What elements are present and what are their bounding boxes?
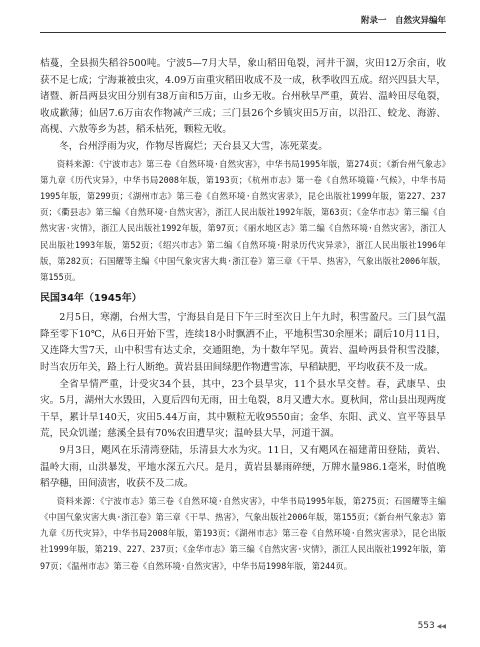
paragraph-typhoon: 9月3日，飓风在乐清湾登陆，乐清县大水为灾。11日，又有飓风在福建莆田登陆，黄岩、温岭大雨，山洪暴发，平地水深五六尺。是月，黄岩县暴雨碎绠，万牌水量986.1毫米，时值晚稻孕穗，田间渍害，收获不及二成。 xyxy=(40,444,446,490)
paragraph-feb-cold: 2月5日，寒潮，台州大雪，宁海县自是日下午三时至次日上午九时，积雪盈尺。三门县气温降至零下10℃，从6日开始下雪，连续18小时飘洒不止，平地积雪30余厘米；副后10月11日，又连降大雪7天，山中积雪有达丈余，交通阻绝，为十数年罕见。黄岩、温岭两县骨积雪没膝，时当农历年关，路上行人断绝。黄岩县田间绿肥作物遭雪冻，早稻缺肥，平均收获不及一成。 xyxy=(40,312,446,373)
page-number-value: 553 xyxy=(417,621,435,631)
sources-1945: 资料来源：《宁波市志》第三卷《自然环境·自然灾害》，中华书局1995年版，第275页；石国耀等主编《中国气象灾害大典·浙江卷》第三章《干旱、热害》，气象出版社2006年版，第155页；《新台州气象志》第九章《历代灾异》，中华书局2008年版，第193页；《湖州市志》第三卷《自然环境·自然灾害录》，昆仑出版社1999年版，第219、227、237页；《金华市志》第三编《自然灾害·灾情》，浙江人民出版社1992年版，第97页；《温州市志》第三卷《自然环境·自然灾害》，中华书局1998年版，第244页。 xyxy=(40,495,446,571)
page-number xyxy=(418,621,446,631)
sources-1944: 资料来源：《宁波市志》第三卷《自然环境·自然灾害》，中华书局1995年版，第274页；《新台州气象志》第九章《历代灾异》，中华书局2008年版，第193页；《杭州市志》第一卷《自然环境篇·气候》，中华书局1995年版，第299页；《湖州市志》第三卷《自然环境·自然灾害录》，昆仑出版社1999年版，第227、237页；《衢县志》第三编《自然环境·自然灾害》，浙江人民出版社1992年版，第63页；《金华市志》第三编《自然灾害·灾情》，浙江人民出版社1992年版，第97页；《丽水地区志》第二编《自然环境·自然灾害》，浙江人民出版社1993年版，第52页；《绍兴市志》第二编《自然环境·附录历代灾异录》，浙江人民出版社1996年版，第282页；石国耀等主编《中国气象灾害大典·浙江卷》第三章《干旱、热害》，气象出版社2006年版，第155页。 xyxy=(40,158,446,282)
page-body xyxy=(40,56,446,574)
paragraph-winter: 冬，台州浮雨为灾，作物尽皆腐烂；天台县又大雪，冻死菜麦。 xyxy=(59,140,328,152)
page-arrow-icon: ◀◀ xyxy=(436,623,446,630)
running-title: 附录一 自然灾异编年 xyxy=(360,16,446,26)
paragraph-continued: 桔蔓，全县损失稻谷500吨。宁波5—7月大旱，象山稻田龟裂，河井干涸，灾田12万余亩，收获不足七成；宁海兼被虫灾，4.09万亩重灾稻田收成不及一成，秋季收四五成。绍兴四县大旱，诸暨、新昌两县灾田分别有38万亩和5万亩，山乡无收。台州秋旱严重，黄岩、温岭田尽龟裂，收成歉薄；仙居7.6万亩农作物减产三成；三门县26个乡镇灾田5万亩，以沿江、蛟龙、海游、高枧、六敖等乡为甚，稻禾枯死，颗粒无收。 xyxy=(40,58,446,136)
paragraph-drought: 全省旱情严重，计受灾34个县，其中，23个县旱灾，11个县水旱交替。春，武康旱、虫灾。5月，湖州大水毁田，入夏后四旬无雨，田土龟裂，8月又遭大水。夏秋间，常山县出现两度干旱，累计旱140天，灾田5.44万亩，其中颗粒无收9550亩；金华、东阳、武义、宣平等县旱荒，民众饥谨；慈溪全县有70%农田遭旱灾；温岭县大旱，河道干涸。 xyxy=(40,378,446,440)
section-heading-1945: 民国34年（1945年） xyxy=(40,293,142,305)
header-rule xyxy=(40,32,446,33)
running-header xyxy=(40,14,446,30)
